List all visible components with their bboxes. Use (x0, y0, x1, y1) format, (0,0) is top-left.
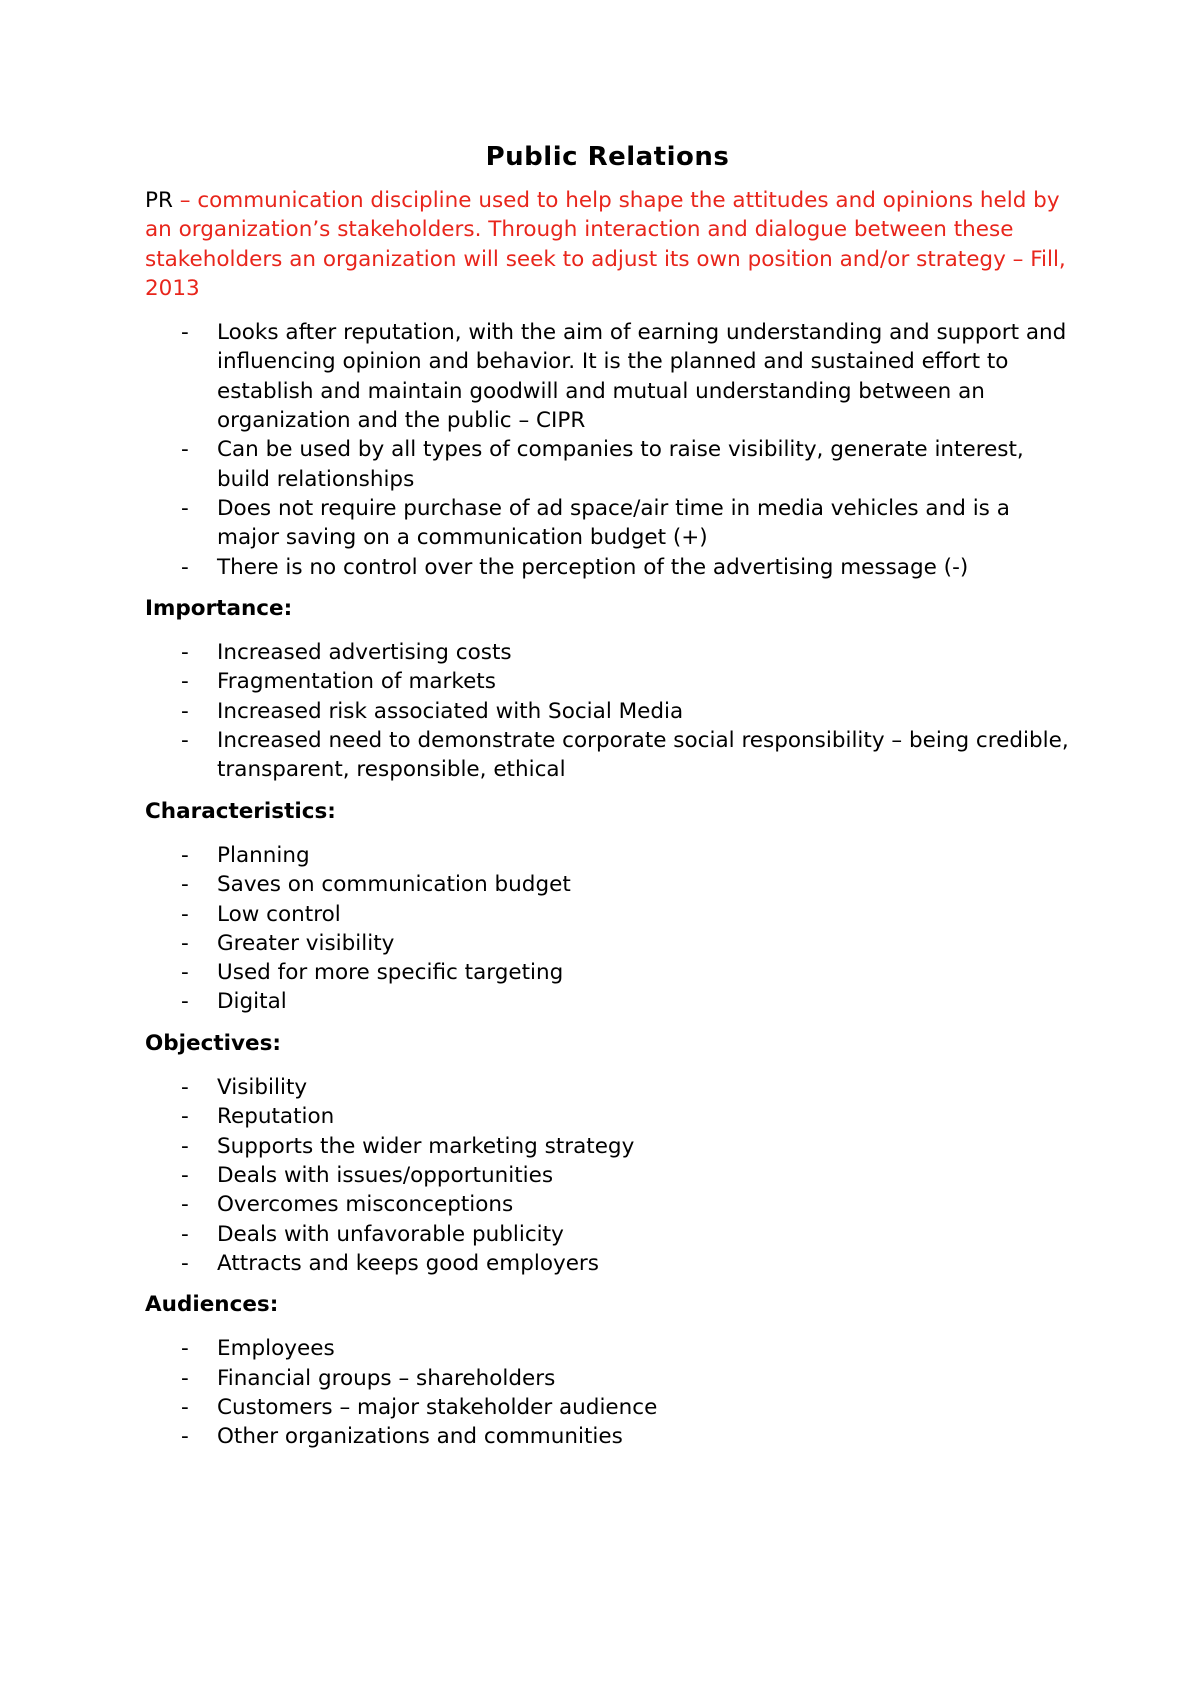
list-item-text: Digital (217, 989, 287, 1015)
importance-heading: Importance: (145, 595, 293, 621)
list-item (145, 494, 1070, 553)
objectives-heading: Objectives: (145, 1030, 282, 1056)
dash-bullet: - (181, 842, 189, 868)
list-item (145, 1161, 1070, 1190)
list-item-text: Visibility (217, 1075, 308, 1101)
dash-bullet: - (181, 698, 189, 724)
dash-bullet: - (181, 1365, 189, 1391)
list-item (145, 1220, 1070, 1249)
list-item (145, 1102, 1070, 1131)
characteristics-heading: Characteristics: (145, 798, 336, 824)
list-item-text: Employees (217, 1336, 335, 1362)
list-item (145, 318, 1070, 435)
list-item (145, 1073, 1070, 1102)
list-item (145, 1393, 1070, 1422)
audiences-heading: Audiences: (145, 1292, 279, 1318)
list-item-text: Increased risk associated with Social Media (217, 698, 684, 724)
list-item (145, 900, 1070, 929)
dash-bullet: - (181, 1424, 189, 1450)
list-item-text: Does not require purchase of ad space/air time in media vehicles and is a major saving on a communication budget (+) (217, 495, 1010, 551)
list-item-text: Saves on communication budget (217, 872, 571, 898)
list-item (145, 1190, 1070, 1219)
list-item-text: Attracts and keeps good employers (217, 1250, 599, 1276)
dash-bullet: - (181, 640, 189, 666)
pr-definition-text: – communication discipline used to help shape the attitudes and opinions held by an organization’s stakeholders. Through interaction and dialogue between these stakeholders an organization will seek to adjust its own position and/or strategy – Fill, 2013 (145, 188, 1066, 301)
list-item-text: Low control (217, 901, 341, 927)
list-item-text: Supports the wider marketing strategy (217, 1133, 635, 1159)
dash-bullet: - (181, 495, 189, 521)
list-item (145, 1422, 1070, 1451)
list-item (145, 841, 1070, 870)
dash-bullet: - (181, 437, 189, 463)
list-item (145, 1249, 1070, 1278)
list-item (145, 1364, 1070, 1393)
list-item-text: Fragmentation of markets (217, 669, 496, 695)
list-item-text: Increased advertising costs (217, 640, 512, 666)
dash-bullet: - (181, 554, 189, 580)
dash-bullet: - (181, 960, 189, 986)
list-item-text: Customers – major stakeholder audience (217, 1394, 658, 1420)
list-item-text: Greater visibility (217, 930, 395, 956)
list-item-text: Increased need to demonstrate corporate social responsibility – being credible, transparent, responsible, ethical (217, 728, 1069, 783)
list-item (145, 697, 1070, 726)
list-item (145, 726, 1070, 785)
dash-bullet: - (181, 1394, 189, 1420)
dash-bullet: - (181, 669, 189, 695)
list-item-text: Reputation (217, 1104, 335, 1130)
dash-bullet: - (181, 901, 189, 927)
list-item (145, 553, 1070, 582)
characteristics-list (145, 841, 1070, 1017)
dash-bullet: - (181, 1133, 189, 1159)
list-item (145, 870, 1070, 899)
dash-bullet: - (181, 989, 189, 1015)
list-item-text: Deals with issues/opportunities (217, 1162, 554, 1188)
dash-bullet: - (181, 1162, 189, 1188)
list-item-text: Can be used by all types of companies to raise visibility, generate interest, build relationships (217, 437, 1024, 492)
pr-definition (145, 186, 1070, 303)
list-item (145, 1334, 1070, 1363)
list-item (145, 987, 1070, 1016)
list-item (145, 929, 1070, 958)
list-item-text: There is no control over the perception of the advertising message (-) (217, 554, 969, 580)
list-item-text: Looks after reputation, with the aim of earning understanding and support and influencing opinion and behavior. It is the planned and sustained effort to establish and maintain goodwill and mutual understanding between an organization and the public – CIPR (217, 320, 1067, 434)
dash-bullet: - (181, 1221, 189, 1247)
dash-bullet: - (181, 1336, 189, 1362)
list-item-text: Financial groups – shareholders (217, 1365, 556, 1391)
importance-list (145, 638, 1070, 784)
dash-bullet: - (181, 1075, 189, 1101)
dash-bullet: - (181, 1192, 189, 1218)
list-item (145, 667, 1070, 696)
list-item-text: Other organizations and communities (217, 1424, 623, 1450)
list-item (145, 1132, 1070, 1161)
dash-bullet: - (181, 930, 189, 956)
list-item-text: Used for more specific targeting (217, 960, 564, 986)
dash-bullet: - (181, 728, 189, 754)
dash-bullet: - (181, 872, 189, 898)
objectives-list (145, 1073, 1070, 1278)
audiences-list (145, 1334, 1070, 1451)
pr-points-list (145, 318, 1070, 582)
list-item (145, 958, 1070, 987)
dash-bullet: - (181, 320, 189, 346)
list-item-text: Overcomes misconceptions (217, 1192, 514, 1218)
pr-label: PR (145, 188, 173, 213)
list-item (145, 435, 1070, 494)
list-item (145, 638, 1070, 667)
dash-bullet: - (181, 1104, 189, 1130)
dash-bullet: - (181, 1250, 189, 1276)
list-item-text: Deals with unfavorable publicity (217, 1221, 564, 1247)
document-page (145, 140, 1070, 1464)
page-title: Public Relations (485, 142, 730, 172)
list-item-text: Planning (217, 842, 310, 868)
